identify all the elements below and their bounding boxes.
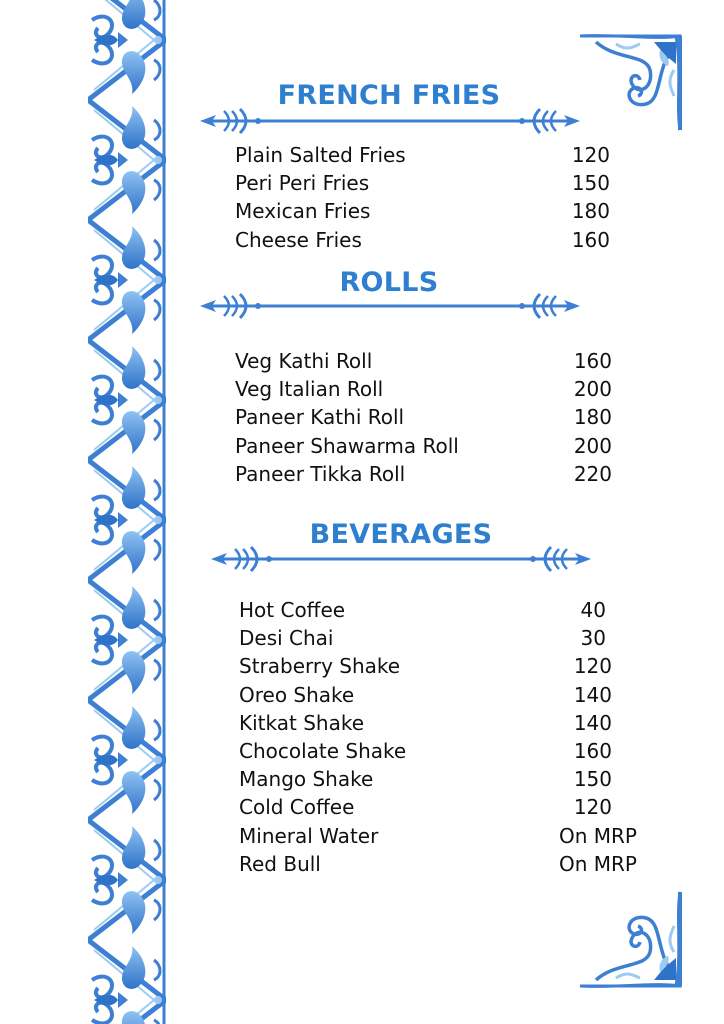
menu-list	[235, 347, 612, 488]
menu-item	[235, 460, 612, 488]
item-price: 160	[571, 227, 610, 252]
item-name: Paneer Kathi Roll	[235, 405, 405, 430]
item-price: 180	[571, 199, 610, 224]
item-price: 200	[573, 433, 612, 458]
item-price: 140	[573, 710, 612, 735]
item-price: 220	[573, 461, 612, 486]
item-name: Kitkat Shake	[239, 710, 364, 735]
item-price: 120	[573, 795, 612, 820]
item-name: Paneer Tikka Roll	[235, 461, 406, 486]
section-divider	[200, 291, 580, 321]
item-name: Oreo Shake	[239, 682, 355, 707]
section-divider	[200, 106, 580, 136]
item-name: Hot Coffee	[239, 598, 346, 622]
item-name: Veg Italian Roll	[235, 377, 384, 402]
item-name: Mango Shake	[239, 767, 374, 792]
item-name: Mineral Water	[239, 823, 379, 848]
menu-item	[239, 681, 637, 709]
menu-item	[239, 822, 637, 850]
item-name: Straberry Shake	[239, 654, 401, 679]
corner-ornament-bottom-right	[574, 884, 686, 992]
menu-item	[235, 432, 612, 460]
item-name: Peri Peri Fries	[235, 171, 370, 196]
item-name: Veg Kathi Roll	[235, 349, 373, 373]
menu-item	[239, 765, 637, 793]
item-price: 150	[573, 767, 612, 792]
item-name: Mexican Fries	[235, 199, 371, 224]
section-title: ROLLS	[339, 267, 439, 298]
corner-ornament-top-right	[574, 30, 686, 138]
item-name: Red Bull	[239, 851, 321, 876]
menu-item	[239, 793, 637, 821]
menu-item	[235, 347, 612, 375]
item-price: 160	[573, 349, 612, 373]
menu-item	[239, 652, 637, 680]
item-name: Chocolate Shake	[239, 738, 407, 763]
menu-item	[235, 226, 610, 254]
item-name: Plain Salted Fries	[235, 143, 406, 167]
item-price: 120	[571, 143, 610, 167]
menu-item	[239, 596, 637, 624]
menu-item	[235, 141, 610, 169]
menu-item	[239, 624, 637, 652]
item-name: Cold Coffee	[239, 795, 355, 820]
menu-item	[239, 709, 637, 737]
item-price: 160	[573, 738, 612, 763]
menu-item	[235, 403, 612, 431]
menu-list	[235, 141, 610, 254]
section-title: FRENCH FRIES	[277, 80, 501, 111]
item-price: 140	[573, 682, 612, 707]
section-title: BEVERAGES	[309, 519, 493, 550]
item-price: 180	[573, 405, 612, 430]
menu-list	[239, 596, 637, 878]
menu-item	[239, 737, 637, 765]
item-price: On MRP	[559, 823, 637, 848]
item-price: 40	[580, 598, 606, 622]
item-price: 30	[580, 626, 606, 651]
decorative-border-pattern	[88, 0, 166, 1024]
item-name: Paneer Shawarma Roll	[235, 433, 459, 458]
item-price: On MRP	[559, 851, 637, 876]
item-price: 200	[573, 377, 612, 402]
item-name: Cheese Fries	[235, 227, 362, 252]
menu-item	[235, 375, 612, 403]
section-divider	[211, 544, 591, 574]
menu-item	[235, 169, 610, 197]
item-price: 120	[573, 654, 612, 679]
menu-item	[235, 197, 610, 225]
item-price: 150	[571, 171, 610, 196]
menu-item	[239, 850, 637, 878]
item-name: Desi Chai	[239, 626, 334, 651]
